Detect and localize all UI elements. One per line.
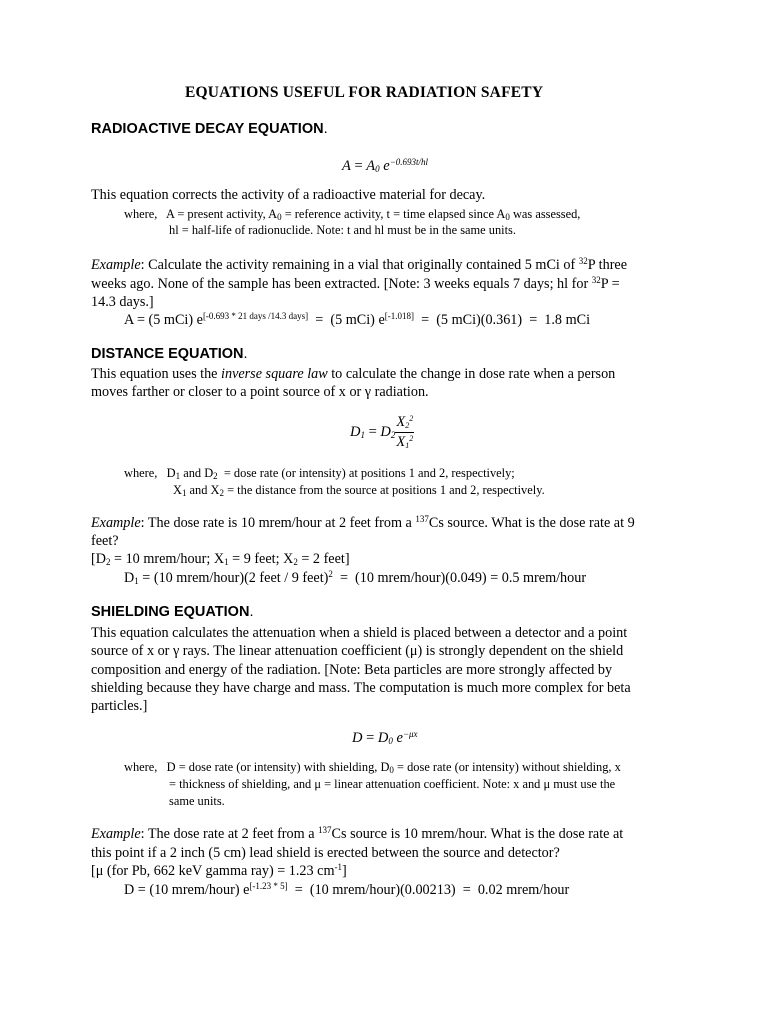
distance-example-line2: feet? bbox=[91, 533, 119, 549]
decay-heading-punct: . bbox=[323, 121, 328, 137]
shielding-intro-line3: composition and energy of the radiation. [Note: Beta particles are more strongly affected by bbox=[91, 662, 613, 678]
distance-example-line1: Example: The dose rate is 10 mrem/hour at 2 feet from a $^{137}$Cs source. What is the dose rate at 9 bbox=[91, 514, 635, 531]
decay-example-line1: Example: Calculate the activity remaining in a vial that originally contained 5 mCi of $^{32}$P three bbox=[91, 256, 628, 273]
shielding-example-line1: Example: The dose rate at 2 feet from a $^{137}$Cs source is 10 mrem/hour. What is the dose rate at bbox=[91, 825, 624, 842]
shielding-given: [μ (for Pb, 662 keV gamma ray) = 1.23 $cm^{-1}$] bbox=[91, 862, 347, 879]
shielding-example-label: Example bbox=[91, 826, 141, 842]
distance-where-line2: $X_1$ and $X_2$ = the distance from the source at positions 1 and 2, respectively. bbox=[173, 483, 545, 498]
distance-heading bbox=[91, 346, 248, 362]
shielding-where-line2: = thickness of shielding, and μ = linear attenuation coefficient. Note: x and μ must use the bbox=[169, 777, 616, 791]
shielding-equation: $D = D_0$ $e^{-\mu x}$ bbox=[352, 729, 418, 746]
decay-example-label: Example bbox=[91, 257, 141, 273]
decay-calc: A = (5 mCi) e[-0.693 * 21 days /14.3 days] = (5 mCi) e[-1.018] = (5 mCi)(0.361) = 1.8 mCi bbox=[124, 311, 591, 328]
distance-given: [$D_2 = 10$ mrem/hour; $X_1 = 9$ feet; $X_2 = 2$ feet] bbox=[91, 551, 350, 567]
distance-heading-punct: . bbox=[243, 346, 248, 362]
distance-calc: $D_1 = (10$ mrem/hour)(2 feet / 9 feet)$^2$ = (10 mrem/hour)(0.049) = 0.5 mrem/hour bbox=[124, 569, 587, 586]
shielding-intro-line1: This equation calculates the attenuation when a shield is placed between a detector and a point bbox=[91, 625, 628, 641]
decay-heading bbox=[91, 121, 328, 137]
distance-equation: $D_1 = D_2$ $\frac{X_2^2}{X_1^2}$ bbox=[350, 414, 414, 450]
decay-where-line2: hl = half-life of radionuclide. Note: t and hl must be in the same units. bbox=[169, 223, 516, 237]
decay-where-line1: where, A = present activity, $A_0$ = reference activity, t = time elapsed since $A_0$ was assessed, bbox=[124, 207, 581, 222]
decay-example-line2: weeks ago. None of the sample has been extracted. [Note: 3 weeks equals 7 days; hl for $^{32}$P = bbox=[91, 275, 620, 292]
shielding-heading-punct: . bbox=[249, 604, 254, 620]
document-title: EQUATIONS USEFUL FOR RADIATION SAFETY bbox=[185, 84, 544, 101]
decay-heading-text: RADIOACTIVE DECAY EQUATION bbox=[91, 121, 324, 137]
decay-example-line3: 14.3 days.] bbox=[91, 294, 154, 310]
shielding-calc: D = (10 mrem/hour) e[-1.23 * 5] = (10 mrem/hour)(0.00213) = 0.02 mrem/hour bbox=[124, 881, 570, 898]
shielding-where-line3: same units. bbox=[169, 794, 225, 808]
shielding-intro-line2: source of x or γ rays. The linear attenuation coefficient (μ) is strongly dependent on the shield bbox=[91, 643, 624, 659]
shielding-example-line2: this point if a 2 inch (5 cm) lead shield is erected between the source and detector? bbox=[91, 845, 560, 861]
decay-equation: $A = A_0$ $e^{-0.693t/hl}$ bbox=[342, 157, 429, 174]
distance-where-line1: where, $D_1$ and $D_2$ = dose rate (or intensity) at positions 1 and 2, respectively; bbox=[124, 466, 515, 481]
distance-intro-line1: This equation uses the inverse square law to calculate the change in dose rate when a person bbox=[91, 366, 616, 382]
shielding-intro-line5: particles.] bbox=[91, 698, 148, 714]
shielding-intro-line4: shielding because they have charge and mass. The computation is much more complex for beta bbox=[91, 680, 631, 696]
distance-intro-line2: moves farther or closer to a point source of x or γ radiation. bbox=[91, 384, 429, 400]
shielding-heading bbox=[91, 604, 253, 620]
distance-example-label: Example bbox=[91, 515, 141, 531]
distance-heading-text: DISTANCE EQUATION bbox=[91, 346, 244, 362]
decay-intro: This equation corrects the activity of a radioactive material for decay. bbox=[91, 187, 486, 203]
shielding-where-line1: where, D = dose rate (or intensity) with shielding, $D_0$ = dose rate (or intensity) without shielding, x bbox=[124, 760, 621, 775]
shielding-heading-text: SHIELDING EQUATION bbox=[91, 604, 250, 620]
